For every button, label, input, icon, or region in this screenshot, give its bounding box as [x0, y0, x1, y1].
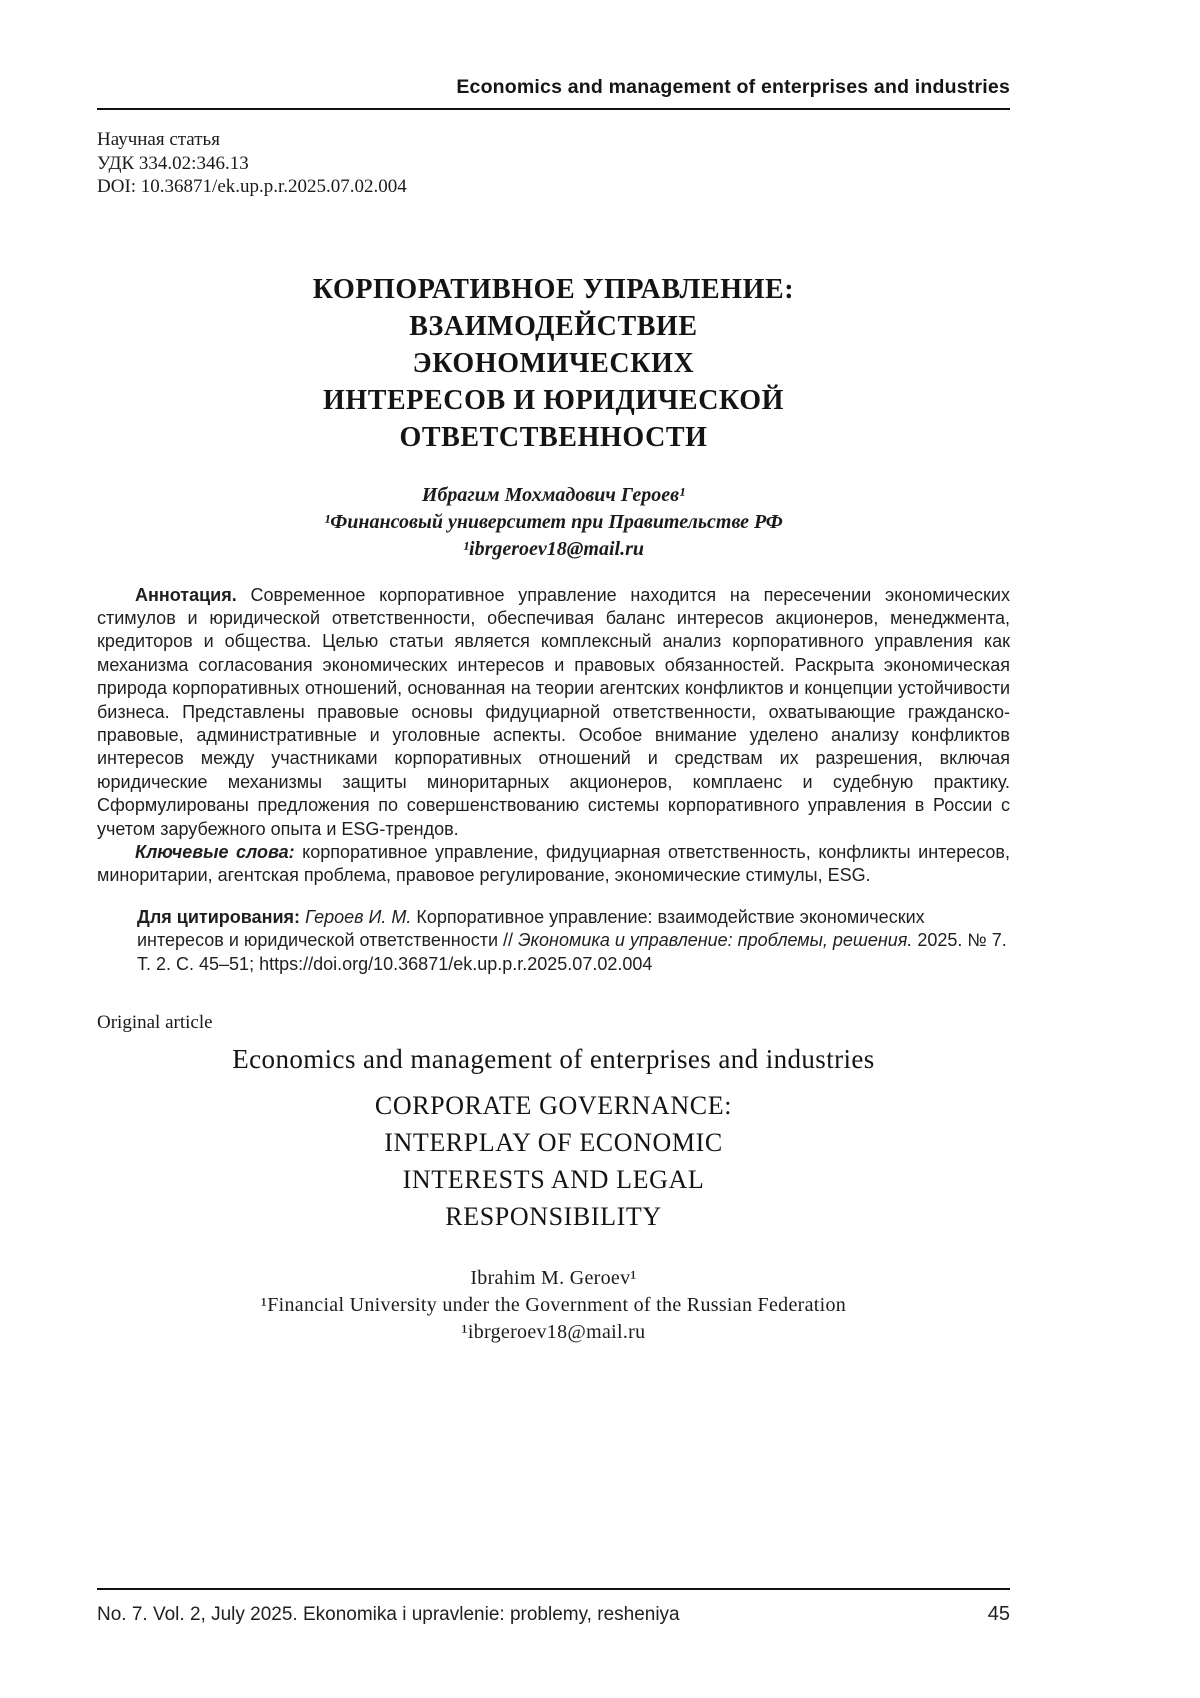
footer-issue-info: No. 7. Vol. 2, July 2025. Ekonomika i upravlenie: problemy, resheniya: [97, 1604, 680, 1625]
author-email-en: ¹ibrgeroev18@mail.ru: [461, 1321, 646, 1343]
article-type-en: Original article: [97, 1012, 213, 1033]
footer-row: [97, 1603, 1010, 1626]
article-title-ru-line: КОРПОРАТИВНОЕ УПРАВЛЕНИЕ:: [312, 273, 795, 305]
author-affiliation-ru: ¹Финансовый университет при Правительстве РФ: [324, 510, 783, 533]
journal-section-title: Economics and management of enterprises and industries: [456, 76, 1010, 98]
author-name-en: Ibrahim M. Geroev¹: [470, 1267, 637, 1289]
article-title-en-line: INTERESTS AND LEGAL: [402, 1165, 705, 1194]
abstract-paragraph: [97, 584, 1010, 841]
footer-rule: [97, 1588, 1010, 1590]
citation-authors: Героев И. М.: [305, 906, 412, 927]
authors-block-en: [97, 1265, 1010, 1346]
article-title-ru-line: ЭКОНОМИЧЕСКИХ: [412, 347, 695, 379]
citation-label: Для цитирования:: [137, 906, 301, 927]
article-meta: [97, 128, 1010, 199]
author-name-ru: Ибрагим Мохмадович Героев¹: [421, 483, 686, 506]
abstract-text: Современное корпоративное управление находится на пересечении экономических стимулов и юридической ответственности, обеспечивая баланс интересов акционеров, менеджмента, кредиторов и общества. Целью статьи является комплексный анализ корпоративного управления как механизма согласования экономических интересов и правовых обязанностей. Раскрыта экономическая природа корпоративных отношений, основанная на теории агентских конфликтов и концепции устойчивости бизнеса. Представлены правовые основы фидуциарной ответственности, охватывающие гражданско-правовые, административные и уголовные аспекты. Особое внимание уделено анализу конфликтов интересов между участниками корпоративных отношений и средствам их разрешения, включая юридические механизмы защиты миноритарных акционеров, комплаенс и судебную практику. Сформулированы предложения по совершенствованию системы корпоративного управления в России с учетом зарубежного опыта и ESG-трендов.: [97, 584, 1010, 839]
section-title-en: Economics and management of enterprises and industries: [232, 1044, 875, 1074]
authors-block-ru: [97, 482, 1010, 563]
citation-journal: Экономика и управление: проблемы, решения.: [518, 930, 913, 951]
keywords-text: корпоративное управление, фидуциарная ответственность, конфликты интересов, миноритарии, агентская проблема, правовое регулирование, экономические стимулы, ESG.: [97, 841, 1010, 886]
citation-paragraph: [137, 906, 1010, 976]
citation-tail: 2025. № 7. Т. 2. С. 45–51; https://doi.org/10.36871/ek.up.p.r.2025.07.02.004: [137, 930, 1007, 974]
page-footer: [97, 1588, 1010, 1626]
article-title-ru-line: ВЗАИМОДЕЙСТВИЕ: [409, 310, 698, 342]
header-rule: [97, 108, 1010, 110]
running-head: [97, 76, 1010, 110]
article-title-en-line: INTERPLAY OF ECONOMIC: [384, 1128, 723, 1157]
keywords-paragraph: [97, 841, 1010, 888]
article-title-en-line: RESPONSIBILITY: [445, 1202, 662, 1231]
author-email-ru: ¹ibrgeroev18@mail.ru: [463, 537, 644, 560]
article-title-ru: [97, 271, 1010, 456]
article-title-en-line: CORPORATE GOVERNANCE:: [374, 1091, 733, 1120]
keywords-label: Ключевые слова:: [135, 841, 295, 862]
article-title-ru-line: ОТВЕТСТВЕННОСТИ: [399, 421, 708, 453]
article-title-en: [97, 1087, 1010, 1235]
udc-code: УДК 334.02:346.13: [97, 152, 249, 174]
citation-title: Корпоративное управление: взаимодействие экономических интересов и юридической ответственности //: [137, 906, 925, 951]
page-number: 45: [987, 1603, 1010, 1625]
doi-code: DOI: 10.36871/ek.up.p.r.2025.07.02.004: [97, 176, 407, 197]
article-type-ru: Научная статья: [97, 129, 220, 150]
article-title-ru-line: ИНТЕРЕСОВ И ЮРИДИЧЕСКОЙ: [322, 384, 784, 416]
abstract-label: Аннотация.: [135, 584, 237, 605]
author-affiliation-en: ¹Financial University under the Government of the Russian Federation: [260, 1294, 847, 1316]
